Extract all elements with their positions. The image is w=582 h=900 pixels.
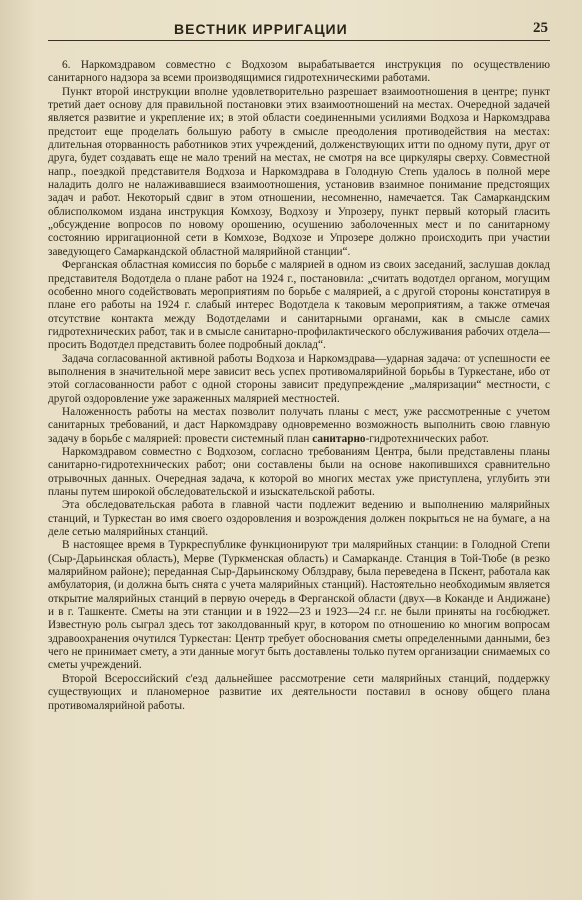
paragraph-1: 6. Наркомздравом совместно с Водхозом вырабатывается инструкция по осуществлению санитарного надзора за всеми производящимися гидротехническими работами. (48, 59, 550, 85)
paragraph-8: В настоящее время в Туркреспублике функционируют три малярийных станции: в Голодной Степи (Сыр-Дарьинская область), Мерве (Туркменская область) и Самарканде. Станция в Той-Тюбе (в резко малярийном районе); переданная Сыр-Дарьинскому Облздраву, была переведена в Пскент, работала как амбулатория, (и должна быть снята с учета малярийных станций). Настоятельно необходимым является открытие малярийных станций в первую очередь в Ферганской области (двух—в Коканде и Андижане) и в г. Ташкенте. Сметы на эти станции и в 1922—23 и 1923—24 г.г. не были приняты на госбюджет. Известную роль сыграл здесь тот заколдованный круг, в котором по отношению ко многим вопросам здравоохранения очутился Туркестан: Центр требует обоснования сметы определенными данными, без чего не принимает смету, а эти данные могут быть доставлены только путем организации снимаемых со сметы учреждений. (48, 539, 550, 672)
paragraph-3: Ферганская областная комиссия по борьбе с малярией в одном из своих заседаний, заслушав доклад представителя Водотдела о плане работ на 1924 г., постановила: „считать водотдел органом, могущим особенно много содействовать мероприятиям по борьбе с малярией, а с другой стороны констатируя в плане его работы на 1924 г. слабый интерес Водотдела к таковым мероприятиям, а также отмечая отсутствие контакта между Водотделами и санитарными органами, как в смысле самих гидротехнических работ, так и в смысле санитарно-профилактического обслуживания рабочих отдела—просить Водотдел представить более подробный доклад“. (48, 259, 550, 352)
paragraph-5-text: Наложенность работы на местах позволит получать планы с мест, уже рассмотренные с учетом санитарных требований, и даст Наркомздраву одновременно возможность выполнить свою главную задачу в борьбе с малярией: провести системный план (48, 405, 550, 445)
paragraph-6: Наркомздравом совместно с Водхозом, согласно требованиям Центра, были представлены планы санитарно-гидротехнических работ; они составлены были на основе накопившихся сравнительно отрывочных данных. Очередная задача, к которой во многих местах уже приступлена, углубить эти планы путем широкой обследовательской и изыскательской работы. (48, 445, 550, 498)
article-body (48, 59, 550, 713)
journal-title: ВЕСТНИК ИРРИГАЦИИ (174, 21, 348, 37)
paragraph-2: Пункт второй инструкции вполне удовлетворительно разрешает взаимоотношения в центре; пункт третий дает основу для правильной постановки этих взаимоотношений на местах. Очередной задачей является развитие и укрепление их; в этой области соединенными усилиями Водхоза и Наркомздрава предстоит еще проделать большую работу в смысле преодоления противодействия на местах: длительная оторванность работников этих учреждений, долженствующих итти по одному пути, друг от друга, будет создавать еще не мало трений на местах, не смотря на все циркуляры сверху. Совместной напр., поездкой представителя Водхоза и Наркомздрава в Голодную Степь удалось в полной мере наладить долго не налаживавшиеся взаимоотношения, установив взаимное понимание предстоящих задач и работ. Некоторый сдвиг в этом отношении, несомненно, намечается. Так Самаркандским облисполкомом издана инструкция Комхозу, Водхозу и Упрозеру, пункт первый который гласить „обсуждение вопросов по новому орошению, осушению заболоченных мест и по санитарному состоянию ирригационной сети в Комхозе, Водхозе и Упрозере должно происходить при участии заведующего Самаркандской областной малярийной станции“. (48, 85, 550, 258)
paragraph-9: Второй Всероссийский с'езд дальнейшее рассмотрение сети малярийных станций, поддержку существующих и планомерное развитие их деятельности поставил в основу общего плана противомалярийной работы. (48, 672, 550, 712)
paragraph-5-bold-term: санитарно (312, 432, 366, 445)
paragraph-4: Задача согласованной активной работы Водхоза и Наркомздрава—ударная задача: от успешности ее выполнения в значительной мере зависит весь успех противомалярийной борьбы в Туркестане, ибо от этой согласованности работ с одной стороны зависит предупреждение „маляризации“ местности, с другой оздоровление уже зараженных малярией местностей. (48, 352, 550, 405)
paragraph-5 (48, 406, 550, 446)
page-number: 25 (533, 20, 548, 36)
running-header (48, 20, 550, 41)
paragraph-5-tail: -гидротехнических работ. (365, 432, 489, 445)
paragraph-7: Эта обследовательская работа в главной части подлежит ведению и выполнению малярийных станций, и Туркестан во имя своего оздоровления и возрождения должен покрыться не на бумаге, а на деле сетью малярийных станций. (48, 499, 550, 539)
